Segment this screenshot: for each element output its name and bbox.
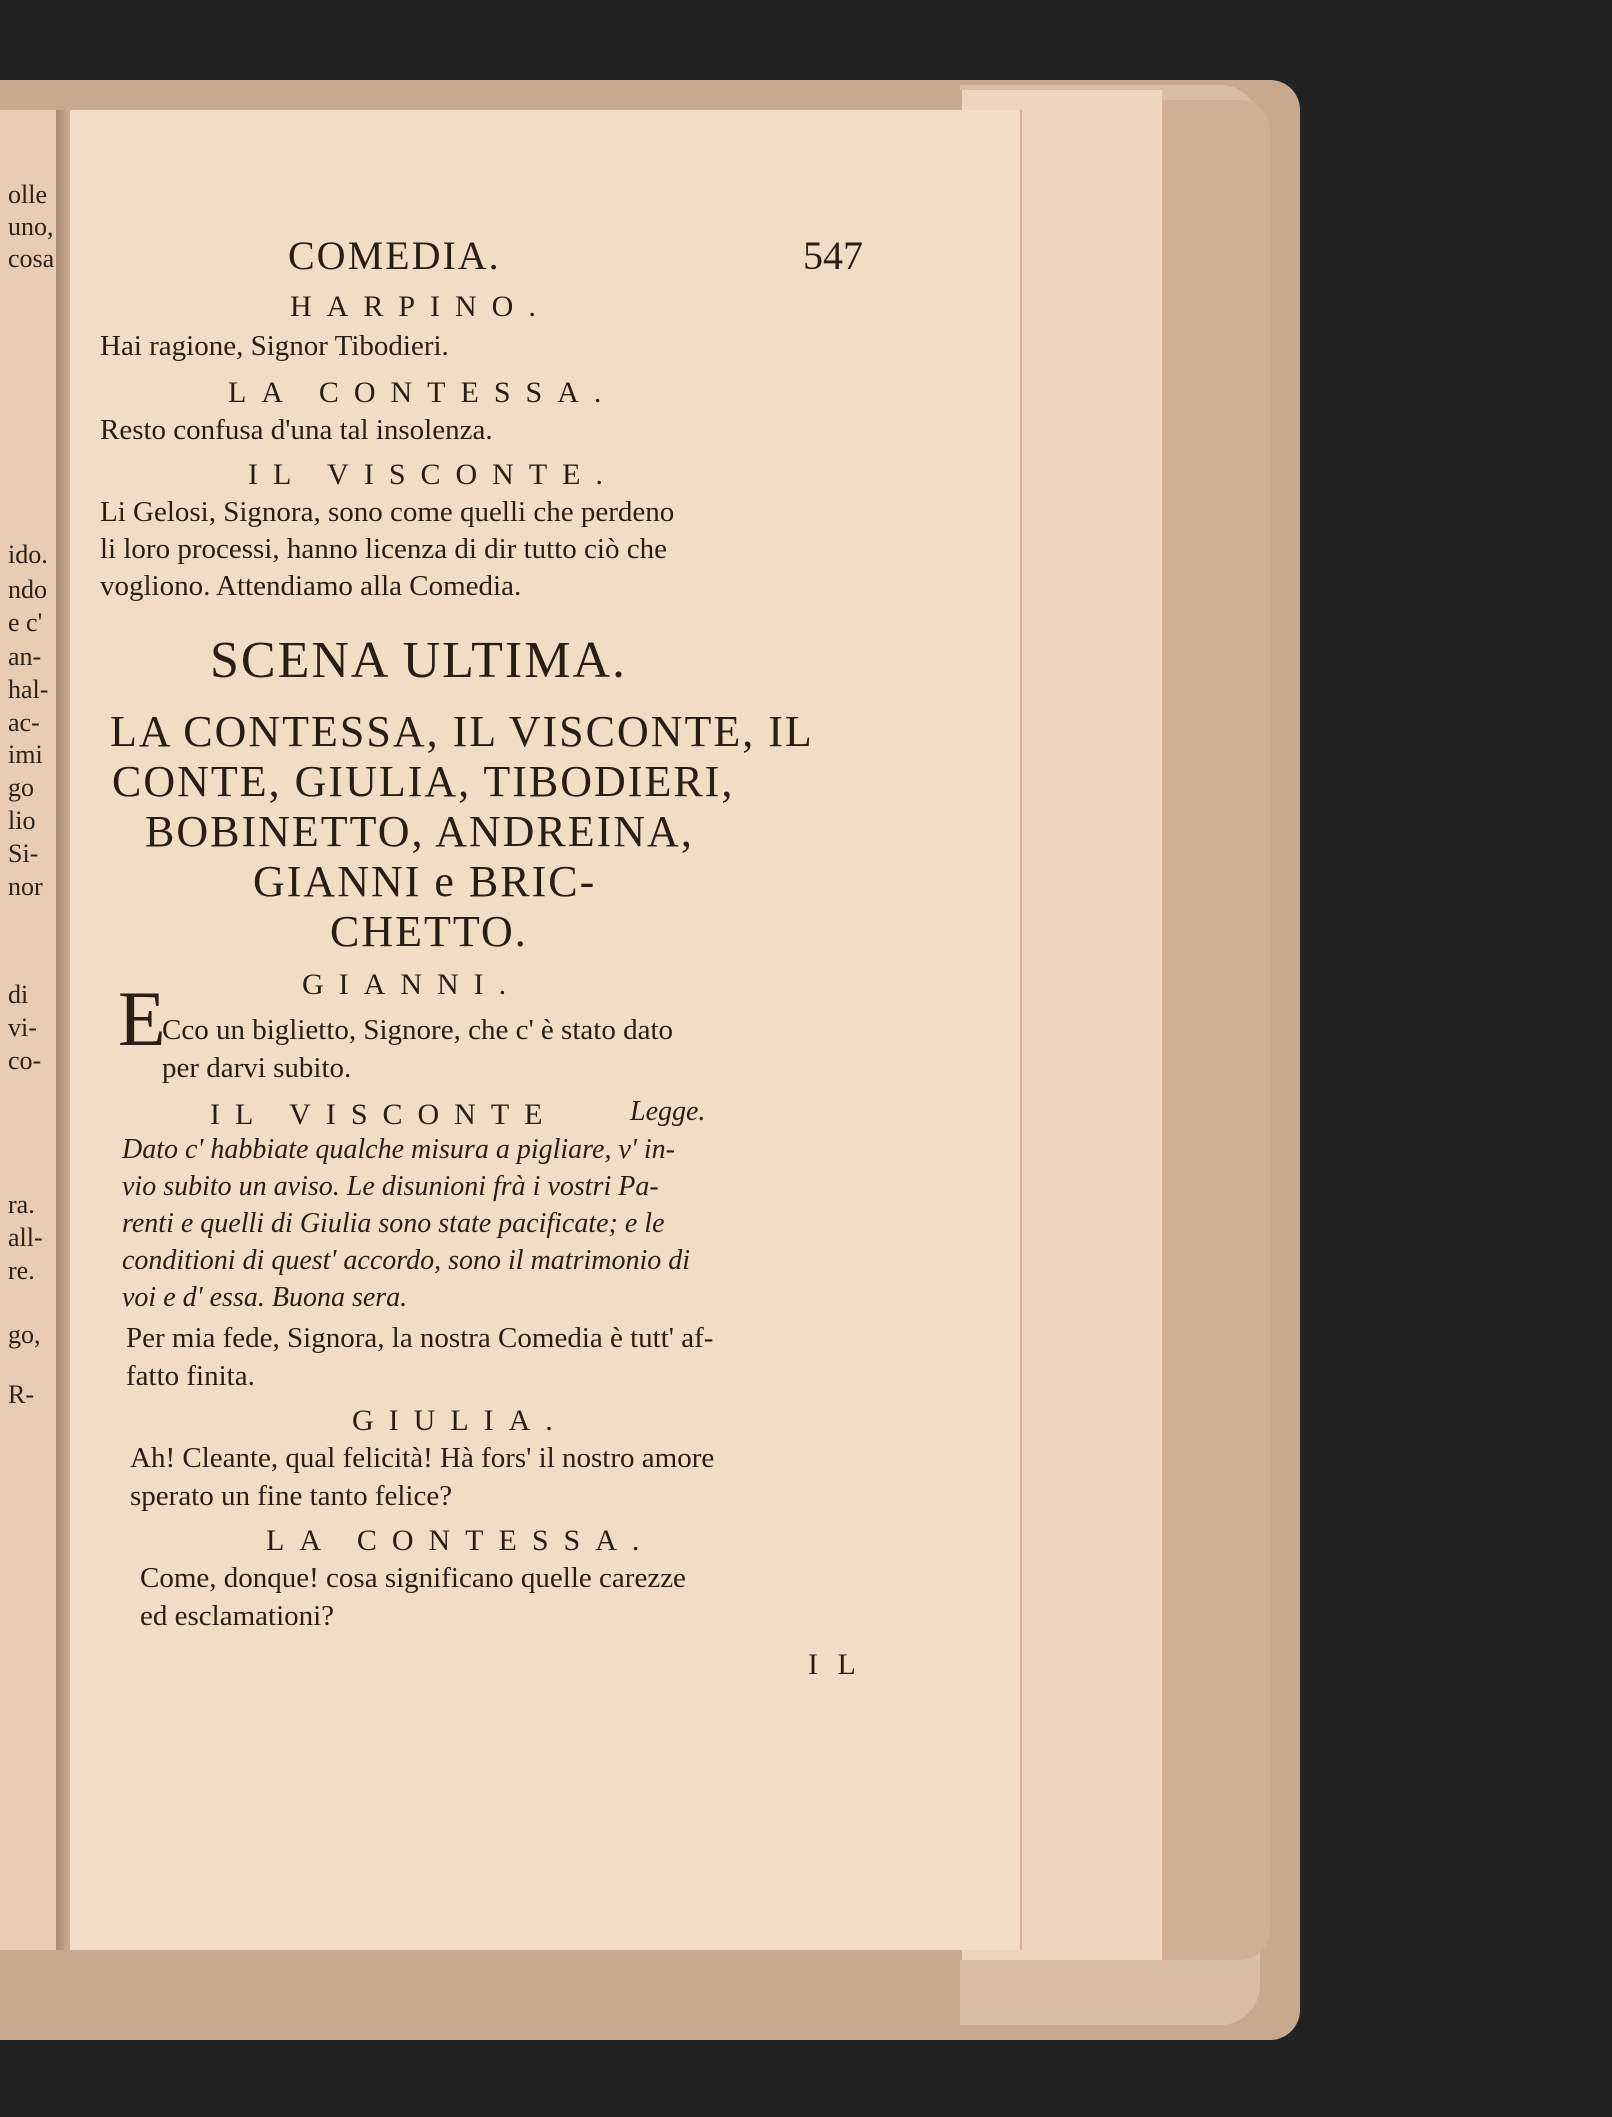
speech-line: Li Gelosi, Signora, sono come quelli che perdeno [100,496,675,528]
left-page-fragment: cosa [8,244,55,273]
left-page-fragment: lio [8,806,36,835]
cast-list-line: BOBINETTO, ANDREINA, [145,807,694,856]
speech-line: Per mia fede, Signora, la nostra Comedia è tutt' af- [126,1322,714,1354]
page-number: 547 [803,233,863,278]
speech-line: li loro processi, hanno licenza di dir tutto ciò che [100,533,667,565]
stage-direction: Legge. [630,1096,706,1127]
speech-line: Ah! Cleante, qual felicità! Hà fors' il nostro amore [130,1442,715,1474]
speech-line: fatto finita. [126,1360,255,1392]
speaker-heading: LA CONTESSA. [228,376,617,409]
speaker-heading: LA CONTESSA. [266,1524,655,1557]
left-page-fragment: nor [8,872,43,901]
left-page-fragment: all- [8,1223,43,1252]
speech-line: per darvi subito. [162,1052,352,1084]
left-page-fragment: co- [8,1046,42,1075]
cast-list-line: LA CONTESSA, IL VISCONTE, IL [110,707,814,756]
left-page-fragment: e c' [8,608,43,637]
left-page-fragment: re. [8,1256,35,1285]
left-page-fragment: ido. [8,540,48,569]
left-page-fragment: uno, [8,212,54,241]
speaker-heading: GIANNI. [302,968,522,1001]
speech-line: sperato un fine tanto felice? [130,1480,453,1512]
drop-capital: E [118,975,166,1062]
left-page-fragment: ac- [8,708,40,737]
letter-line: vio subito un aviso. Le disunioni frà i vostri Pa- [122,1171,659,1202]
left-page-fragment: ra. [8,1190,35,1219]
left-page-fragment: R- [8,1380,34,1409]
speech-line: ed esclamationi? [140,1600,335,1632]
left-page-fragment: Si- [8,839,39,868]
catchword: I L [808,1648,862,1681]
left-page-fragment: di [8,980,29,1009]
letter-line: voi e d' essa. Buona sera. [122,1282,408,1313]
speech-line: Come, donque! cosa significano quelle carezze [140,1562,686,1594]
cast-list-line: CONTE, GIULIA, TIBODIERI, [112,757,735,806]
speaker-heading: IL VISCONTE [210,1098,558,1131]
left-page-fragment: imi [8,740,43,769]
scene-title: SCENA ULTIMA. [210,632,628,689]
speech-line: vogliono. Attendiamo alla Comedia. [100,570,522,602]
cast-list-line: CHETTO. [330,907,528,956]
left-page-fragment: go, [8,1320,41,1349]
letter-line: Dato c' habbiate qualche misura a pigliare, v' in- [122,1134,675,1165]
left-page-fragment: an- [8,642,42,671]
running-head: COMEDIA. [288,233,501,278]
speech-line: Cco un biglietto, Signore, che c' è stato dato [162,1014,673,1046]
cast-list-line: GIANNI e BRIC- [253,857,597,906]
left-page-fragment: olle [8,180,47,209]
speaker-heading: HARPINO. [290,290,551,323]
speech-line: Resto confusa d'una tal insolenza. [100,414,493,446]
letter-line: renti e quelli di Giulia sono state pacificate; e le [122,1208,665,1239]
speech-line: Hai ragione, Signor Tibodieri. [100,330,449,362]
letter-line: conditioni di quest' accordo, sono il matrimonio di [122,1245,691,1276]
left-page-fragment: ndo [8,575,47,604]
speaker-heading: IL VISCONTE. [248,458,618,491]
speaker-heading: GIULIA. [352,1404,568,1437]
left-page-fragment: go [8,773,34,802]
right-page [70,110,1022,1950]
left-page-fragment: hal- [8,675,49,704]
left-page-fragment: vi- [8,1013,37,1042]
